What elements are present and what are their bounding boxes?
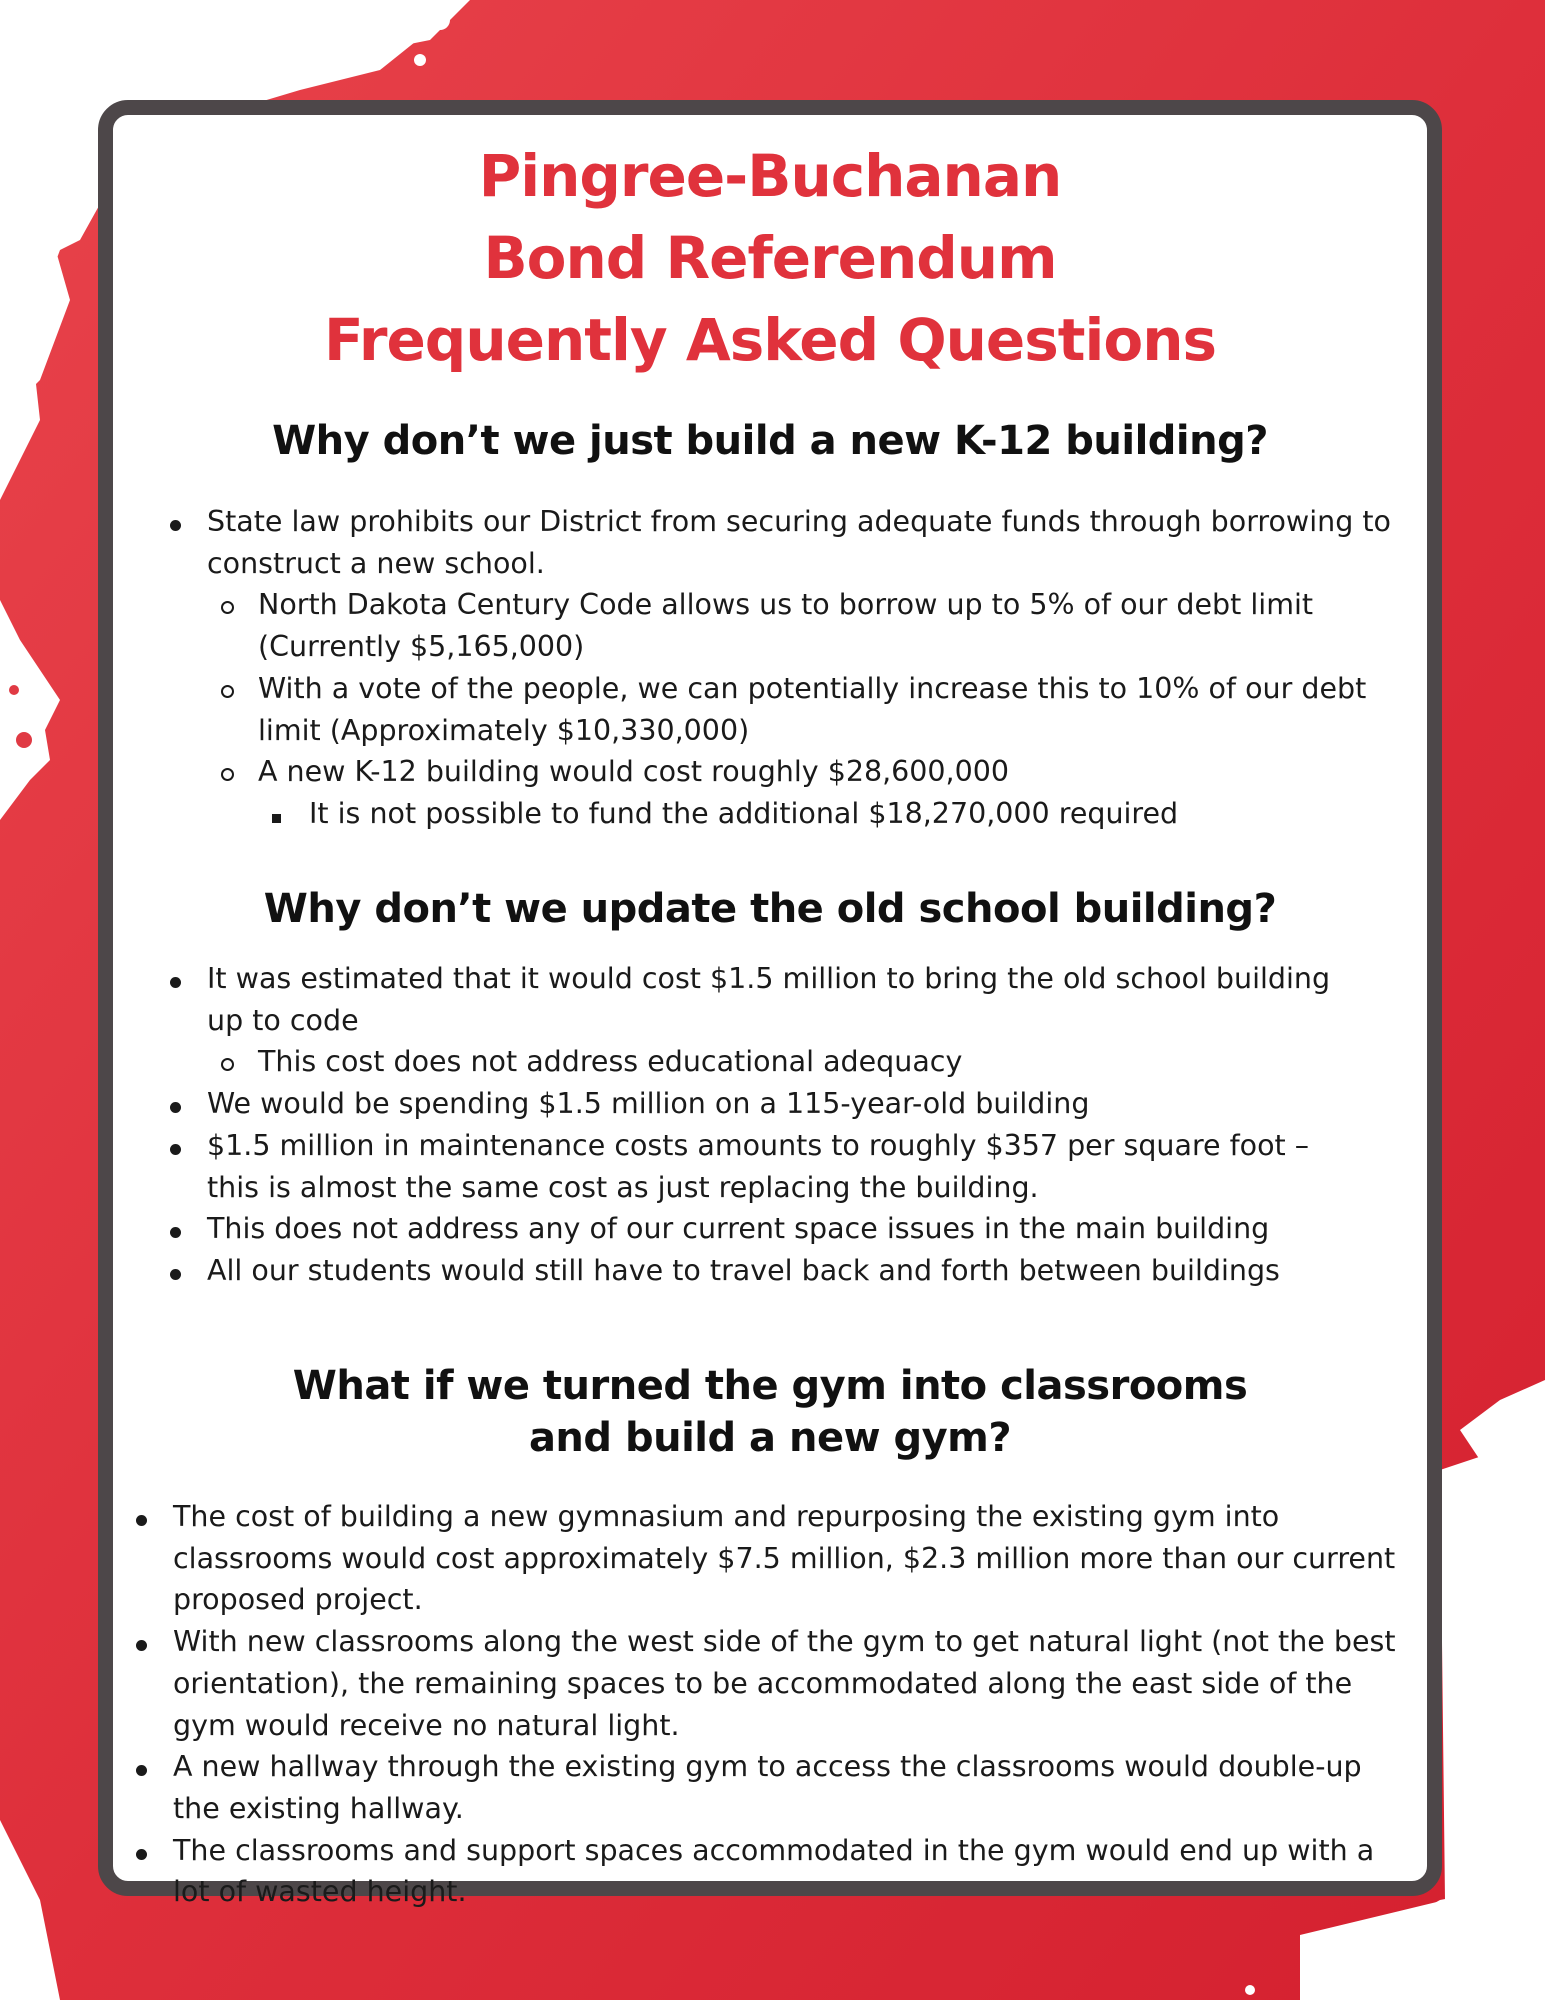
list-item-text: With a vote of the people, we can potentially increase this to 10% of our debt limit (Approximately $10,330,000) xyxy=(258,671,1367,747)
list-item-text: $1.5 million in maintenance costs amounts to roughly $357 per square foot – this is almost the same cost as just replacing the building. xyxy=(207,1128,1310,1204)
list-item-text: With new classrooms along the west side of the gym to get natural light (not the best orientation), the remaining spaces to be accommodated along the east side of the gym would receive no natural light. xyxy=(173,1625,1396,1742)
bullet-dot-icon xyxy=(136,1746,147,1788)
question-1-text: Why don’t we just build a new K-12 building? xyxy=(272,418,1268,464)
list-item xyxy=(207,1083,1347,1125)
question-3-line-2: and build a new gym? xyxy=(528,1415,1012,1461)
bullet-dot-icon xyxy=(136,1830,147,1872)
list-item-text: State law prohibits our District from securing adequate funds through borrowing to construct a new school. xyxy=(207,505,1391,580)
question-heading-3 xyxy=(113,1360,1427,1464)
list-item-text: It was estimated that it would cost $1.5 million to bring the old school building up to code xyxy=(207,962,1331,1037)
title-line-1: Pingree-Buchanan xyxy=(478,142,1062,210)
list-item xyxy=(207,1125,1347,1208)
list-item xyxy=(207,668,1417,751)
list-item-text: We would be spending $1.5 million on a 115-year-old building xyxy=(207,1087,1090,1121)
title-line-2: Bond Referendum xyxy=(483,224,1057,292)
list-item xyxy=(207,958,1347,1041)
bullet-dot-icon xyxy=(136,1496,147,1538)
list-item-text: A new hallway through the existing gym to access the classrooms would double-up the existing hallway. xyxy=(173,1750,1362,1825)
question-heading-1 xyxy=(113,415,1427,467)
list-item-text: North Dakota Century Code allows us to borrow up to 5% of our debt limit (Currently $5,165,000) xyxy=(258,588,1314,664)
list-item-text: A new K-12 building would cost roughly $28,600,000 xyxy=(258,755,1010,789)
question-3-line-1: What if we turned the gym into classrooms xyxy=(292,1363,1248,1409)
list-item-text: This cost does not address educational adequacy xyxy=(258,1045,963,1079)
bullet-dot-icon xyxy=(136,1621,147,1663)
answer-list-1 xyxy=(207,501,1417,835)
list-item xyxy=(173,1496,1413,1621)
list-item xyxy=(207,501,1417,584)
list-item xyxy=(207,584,1417,667)
page-title xyxy=(113,135,1427,381)
question-2-text: Why don’t we update the old school building? xyxy=(263,886,1277,932)
list-item-text: All our students would still have to travel back and forth between buildings xyxy=(207,1253,1280,1287)
bullet-ring-icon xyxy=(221,1041,234,1083)
list-item xyxy=(207,751,1417,793)
bullet-dot-icon xyxy=(170,958,181,1000)
bullet-dot-icon xyxy=(170,501,181,543)
list-item xyxy=(207,1250,1347,1292)
title-line-3: Frequently Asked Questions xyxy=(323,306,1217,374)
faq-card xyxy=(98,100,1442,1909)
list-item-text: The classrooms and support spaces accommodated in the gym would end up with a lot of wasted height. xyxy=(173,1833,1375,1909)
list-item xyxy=(207,1208,1347,1250)
bullet-dot-icon xyxy=(170,1250,181,1292)
bullet-square-icon xyxy=(272,793,281,835)
list-item-text: It is not possible to fund the additional $18,270,000 required xyxy=(309,796,1179,830)
list-item-text: The cost of building a new gymnasium and repurposing the existing gym into classrooms would cost approximately $7.5 million, $2.3 million more than our current proposed project. xyxy=(173,1500,1396,1617)
answer-list-3 xyxy=(173,1496,1413,1913)
question-heading-2 xyxy=(113,883,1427,935)
bullet-dot-icon xyxy=(170,1208,181,1250)
bullet-dot-icon xyxy=(170,1083,181,1125)
list-item xyxy=(173,1621,1413,1746)
bullet-dot-icon xyxy=(170,1125,181,1167)
list-item-text: This does not address any of our current space issues in the main building xyxy=(207,1212,1270,1246)
bullet-ring-icon xyxy=(221,584,234,626)
list-item xyxy=(173,1746,1413,1829)
bullet-ring-icon xyxy=(221,751,234,793)
list-item xyxy=(207,1041,1347,1083)
list-item xyxy=(173,1830,1413,1913)
bullet-ring-icon xyxy=(221,668,234,710)
answer-list-2 xyxy=(207,958,1347,1292)
list-item xyxy=(207,793,1417,835)
